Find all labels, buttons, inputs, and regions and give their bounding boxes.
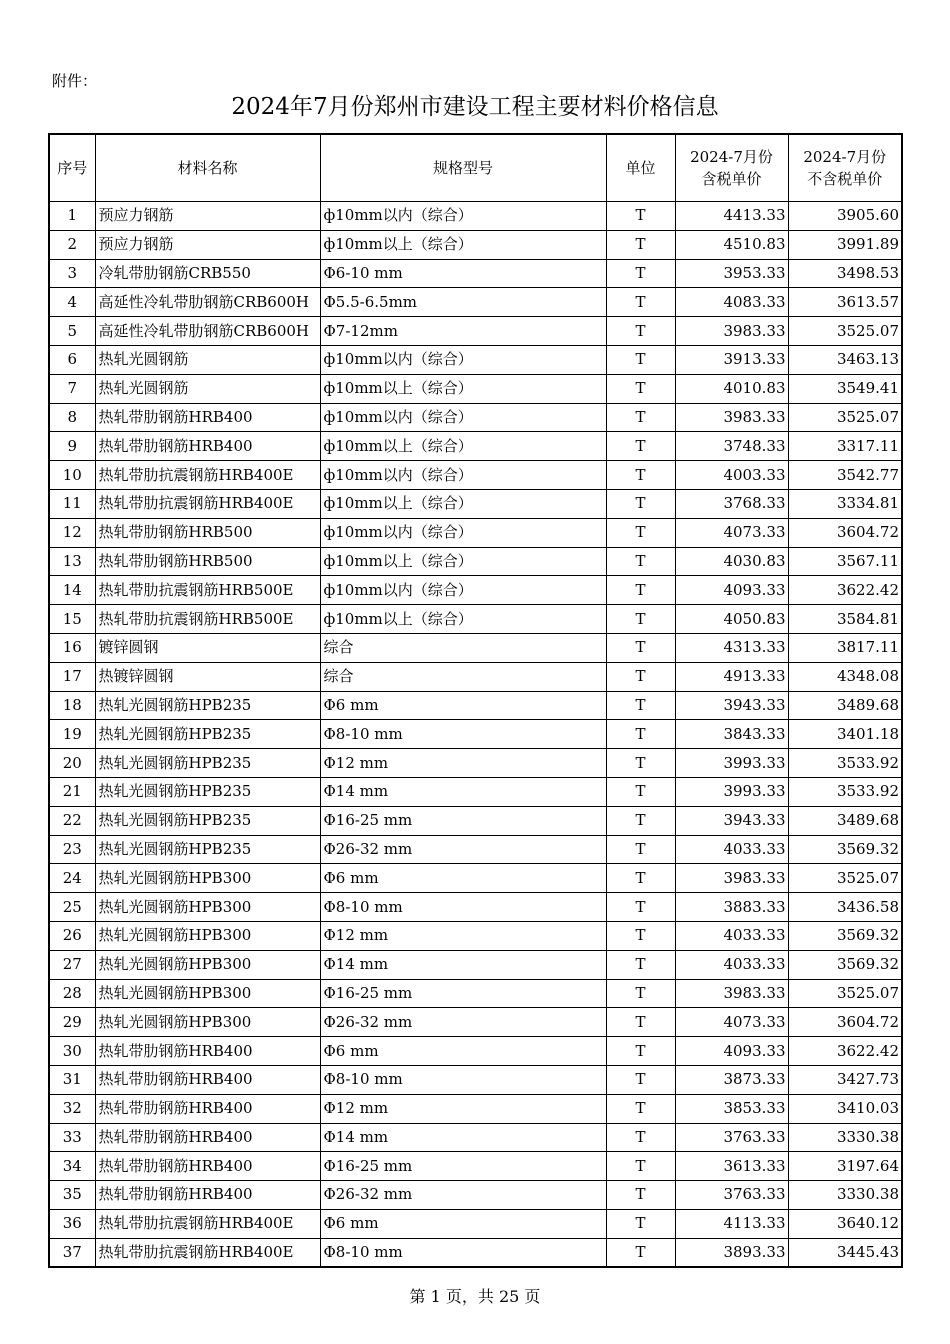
table-row bbox=[49, 230, 902, 259]
cell-material-name: 热轧带肋抗震钢筋HRB400E bbox=[95, 1209, 320, 1238]
table-row bbox=[49, 461, 902, 490]
cell-price-tax: 3943.33 bbox=[675, 806, 788, 835]
cell-spec: Φ16-25 mm bbox=[320, 1152, 606, 1181]
header-no: 序号 bbox=[49, 134, 95, 202]
cell-price-notax: 3542.77 bbox=[788, 461, 902, 490]
cell-spec: Φ12 mm bbox=[320, 921, 606, 950]
table-row bbox=[49, 979, 902, 1008]
header-price-tax-line2: 含税单价 bbox=[701, 170, 762, 188]
cell-material-name: 热轧带肋抗震钢筋HRB400E bbox=[95, 1238, 320, 1267]
cell-no: 18 bbox=[49, 691, 95, 720]
cell-unit: T bbox=[606, 1008, 675, 1037]
table-row bbox=[49, 605, 902, 634]
cell-price-notax: 3330.38 bbox=[788, 1181, 902, 1210]
cell-spec: ф10mm以上（综合） bbox=[320, 432, 606, 461]
page-footer: 第 1 页，共 25 页 bbox=[409, 1287, 541, 1306]
cell-price-tax: 3983.33 bbox=[675, 864, 788, 893]
table-row bbox=[49, 1181, 902, 1210]
cell-price-notax: 3489.68 bbox=[788, 691, 902, 720]
cell-price-tax: 4030.83 bbox=[675, 547, 788, 576]
cell-spec: Φ12 mm bbox=[320, 749, 606, 778]
table-row bbox=[49, 374, 902, 403]
cell-spec: ф10mm以内（综合） bbox=[320, 518, 606, 547]
cell-spec: ф10mm以上（综合） bbox=[320, 489, 606, 518]
cell-material-name: 冷轧带肋钢筋CRB550 bbox=[95, 259, 320, 288]
cell-spec: Φ5.5-6.5mm bbox=[320, 288, 606, 317]
table-row bbox=[49, 1123, 902, 1152]
cell-no: 22 bbox=[49, 806, 95, 835]
cell-spec: Φ8-10 mm bbox=[320, 893, 606, 922]
cell-no: 29 bbox=[49, 1008, 95, 1037]
cell-no: 10 bbox=[49, 461, 95, 490]
cell-material-name: 热轧带肋钢筋HRB500 bbox=[95, 518, 320, 547]
cell-unit: T bbox=[606, 950, 675, 979]
cell-price-notax: 3525.07 bbox=[788, 403, 902, 432]
cell-no: 30 bbox=[49, 1037, 95, 1066]
cell-unit: T bbox=[606, 202, 675, 231]
cell-price-tax: 3843.33 bbox=[675, 720, 788, 749]
cell-price-tax: 3983.33 bbox=[675, 979, 788, 1008]
cell-material-name: 热轧光圆钢筋HPB235 bbox=[95, 720, 320, 749]
cell-price-tax: 4113.33 bbox=[675, 1209, 788, 1238]
table-row bbox=[49, 345, 902, 374]
table-row bbox=[49, 633, 902, 662]
table-row bbox=[49, 489, 902, 518]
cell-no: 16 bbox=[49, 633, 95, 662]
cell-price-notax: 3489.68 bbox=[788, 806, 902, 835]
cell-price-tax: 4033.33 bbox=[675, 835, 788, 864]
cell-spec: ф10mm以上（综合） bbox=[320, 547, 606, 576]
cell-unit: T bbox=[606, 893, 675, 922]
cell-price-notax: 3317.11 bbox=[788, 432, 902, 461]
cell-spec: Φ26-32 mm bbox=[320, 1008, 606, 1037]
cell-unit: T bbox=[606, 489, 675, 518]
cell-price-tax: 3943.33 bbox=[675, 691, 788, 720]
cell-material-name: 热轧光圆钢筋HPB235 bbox=[95, 835, 320, 864]
cell-material-name: 热轧带肋钢筋HRB400 bbox=[95, 403, 320, 432]
cell-price-tax: 3953.33 bbox=[675, 259, 788, 288]
cell-material-name: 热轧带肋抗震钢筋HRB500E bbox=[95, 605, 320, 634]
cell-price-notax: 3334.81 bbox=[788, 489, 902, 518]
table-row bbox=[49, 864, 902, 893]
table-row bbox=[49, 518, 902, 547]
cell-no: 28 bbox=[49, 979, 95, 1008]
cell-unit: T bbox=[606, 749, 675, 778]
cell-price-tax: 4073.33 bbox=[675, 518, 788, 547]
table-row bbox=[49, 1094, 902, 1123]
cell-no: 31 bbox=[49, 1065, 95, 1094]
cell-material-name: 预应力钢筋 bbox=[95, 202, 320, 231]
cell-price-notax: 3401.18 bbox=[788, 720, 902, 749]
table-row bbox=[49, 288, 902, 317]
cell-material-name: 热轧带肋钢筋HRB400 bbox=[95, 1181, 320, 1210]
cell-price-tax: 4510.83 bbox=[675, 230, 788, 259]
cell-price-notax: 3549.41 bbox=[788, 374, 902, 403]
cell-price-tax: 4003.33 bbox=[675, 461, 788, 490]
cell-price-tax: 4413.33 bbox=[675, 202, 788, 231]
cell-spec: 综合 bbox=[320, 633, 606, 662]
table-row bbox=[49, 1152, 902, 1181]
cell-unit: T bbox=[606, 345, 675, 374]
cell-price-tax: 3613.33 bbox=[675, 1152, 788, 1181]
cell-unit: T bbox=[606, 1065, 675, 1094]
header-unit: 单位 bbox=[606, 134, 675, 202]
table-row bbox=[49, 202, 902, 231]
cell-no: 35 bbox=[49, 1181, 95, 1210]
cell-price-notax: 3569.32 bbox=[788, 835, 902, 864]
table-row bbox=[49, 950, 902, 979]
cell-unit: T bbox=[606, 662, 675, 691]
cell-no: 36 bbox=[49, 1209, 95, 1238]
cell-material-name: 热轧光圆钢筋HPB235 bbox=[95, 749, 320, 778]
cell-no: 6 bbox=[49, 345, 95, 374]
cell-no: 33 bbox=[49, 1123, 95, 1152]
table-row bbox=[49, 259, 902, 288]
cell-price-tax: 3883.33 bbox=[675, 893, 788, 922]
cell-price-tax: 4050.83 bbox=[675, 605, 788, 634]
header-price-notax-line2: 不含税单价 bbox=[807, 170, 883, 188]
cell-price-tax: 4073.33 bbox=[675, 1008, 788, 1037]
cell-no: 26 bbox=[49, 921, 95, 950]
cell-no: 34 bbox=[49, 1152, 95, 1181]
cell-price-tax: 3873.33 bbox=[675, 1065, 788, 1094]
cell-unit: T bbox=[606, 547, 675, 576]
cell-material-name: 热轧光圆钢筋 bbox=[95, 345, 320, 374]
cell-price-notax: 3569.32 bbox=[788, 921, 902, 950]
cell-unit: T bbox=[606, 576, 675, 605]
cell-price-tax: 4033.33 bbox=[675, 950, 788, 979]
cell-unit: T bbox=[606, 720, 675, 749]
cell-no: 4 bbox=[49, 288, 95, 317]
table-row bbox=[49, 576, 902, 605]
cell-price-notax: 3567.11 bbox=[788, 547, 902, 576]
cell-price-tax: 3993.33 bbox=[675, 777, 788, 806]
cell-material-name: 热轧光圆钢筋HPB300 bbox=[95, 893, 320, 922]
cell-unit: T bbox=[606, 317, 675, 346]
table-row bbox=[49, 1037, 902, 1066]
cell-spec: ф10mm以内（综合） bbox=[320, 576, 606, 605]
cell-unit: T bbox=[606, 1238, 675, 1267]
table-row bbox=[49, 432, 902, 461]
cell-spec: Φ16-25 mm bbox=[320, 806, 606, 835]
table-row bbox=[49, 1238, 902, 1267]
cell-price-notax: 3640.12 bbox=[788, 1209, 902, 1238]
cell-price-notax: 3436.58 bbox=[788, 893, 902, 922]
cell-material-name: 热轧带肋钢筋HRB400 bbox=[95, 1037, 320, 1066]
cell-unit: T bbox=[606, 403, 675, 432]
cell-material-name: 热轧光圆钢筋HPB300 bbox=[95, 1008, 320, 1037]
cell-price-notax: 3613.57 bbox=[788, 288, 902, 317]
cell-price-tax: 4093.33 bbox=[675, 1037, 788, 1066]
cell-unit: T bbox=[606, 921, 675, 950]
cell-price-notax: 4348.08 bbox=[788, 662, 902, 691]
cell-material-name: 热轧光圆钢筋HPB300 bbox=[95, 979, 320, 1008]
cell-material-name: 热轧带肋钢筋HRB400 bbox=[95, 1123, 320, 1152]
cell-unit: T bbox=[606, 1209, 675, 1238]
page-title: 2024年7月份郑州市建设工程主要材料价格信息 bbox=[231, 94, 719, 120]
cell-no: 20 bbox=[49, 749, 95, 778]
cell-unit: T bbox=[606, 864, 675, 893]
cell-no: 19 bbox=[49, 720, 95, 749]
cell-material-name: 热轧带肋抗震钢筋HRB500E bbox=[95, 576, 320, 605]
cell-price-notax: 3463.13 bbox=[788, 345, 902, 374]
cell-no: 5 bbox=[49, 317, 95, 346]
cell-no: 14 bbox=[49, 576, 95, 605]
cell-unit: T bbox=[606, 1094, 675, 1123]
cell-price-notax: 3584.81 bbox=[788, 605, 902, 634]
cell-no: 27 bbox=[49, 950, 95, 979]
cell-no: 32 bbox=[49, 1094, 95, 1123]
cell-material-name: 热轧光圆钢筋HPB300 bbox=[95, 921, 320, 950]
price-table bbox=[48, 133, 903, 1268]
cell-unit: T bbox=[606, 374, 675, 403]
cell-spec: 综合 bbox=[320, 662, 606, 691]
cell-no: 23 bbox=[49, 835, 95, 864]
cell-material-name: 热轧带肋抗震钢筋HRB400E bbox=[95, 461, 320, 490]
cell-material-name: 高延性冷轧带肋钢筋CRB600H bbox=[95, 288, 320, 317]
cell-price-notax: 3533.92 bbox=[788, 749, 902, 778]
cell-spec: Φ26-32 mm bbox=[320, 835, 606, 864]
cell-spec: Φ8-10 mm bbox=[320, 1238, 606, 1267]
cell-material-name: 热轧光圆钢筋HPB235 bbox=[95, 806, 320, 835]
table-row bbox=[49, 317, 902, 346]
header-price-notax bbox=[788, 134, 902, 202]
cell-spec: Φ6 mm bbox=[320, 691, 606, 720]
table-row bbox=[49, 403, 902, 432]
cell-material-name: 热轧带肋钢筋HRB400 bbox=[95, 1152, 320, 1181]
cell-unit: T bbox=[606, 432, 675, 461]
cell-price-notax: 3410.03 bbox=[788, 1094, 902, 1123]
cell-unit: T bbox=[606, 288, 675, 317]
cell-spec: ф10mm以内（综合） bbox=[320, 403, 606, 432]
cell-price-tax: 4913.33 bbox=[675, 662, 788, 691]
cell-price-notax: 3991.89 bbox=[788, 230, 902, 259]
cell-spec: Φ16-25 mm bbox=[320, 979, 606, 1008]
cell-no: 3 bbox=[49, 259, 95, 288]
cell-spec: ф10mm以上（综合） bbox=[320, 605, 606, 634]
cell-material-name: 热轧带肋钢筋HRB400 bbox=[95, 432, 320, 461]
cell-unit: T bbox=[606, 835, 675, 864]
cell-price-tax: 3913.33 bbox=[675, 345, 788, 374]
cell-unit: T bbox=[606, 259, 675, 288]
cell-price-tax: 3768.33 bbox=[675, 489, 788, 518]
cell-unit: T bbox=[606, 633, 675, 662]
cell-unit: T bbox=[606, 605, 675, 634]
cell-price-notax: 3427.73 bbox=[788, 1065, 902, 1094]
cell-spec: Φ6-10 mm bbox=[320, 259, 606, 288]
cell-spec: Φ8-10 mm bbox=[320, 720, 606, 749]
cell-unit: T bbox=[606, 806, 675, 835]
table-row bbox=[49, 1008, 902, 1037]
cell-unit: T bbox=[606, 518, 675, 547]
cell-spec: Φ6 mm bbox=[320, 1037, 606, 1066]
cell-no: 12 bbox=[49, 518, 95, 547]
cell-material-name: 热轧带肋抗震钢筋HRB400E bbox=[95, 489, 320, 518]
cell-material-name: 高延性冷轧带肋钢筋CRB600H bbox=[95, 317, 320, 346]
cell-spec: Φ26-32 mm bbox=[320, 1181, 606, 1210]
cell-spec: ф10mm以上（综合） bbox=[320, 230, 606, 259]
cell-no: 2 bbox=[49, 230, 95, 259]
cell-spec: Φ14 mm bbox=[320, 1123, 606, 1152]
cell-unit: T bbox=[606, 230, 675, 259]
cell-no: 1 bbox=[49, 202, 95, 231]
cell-material-name: 热轧带肋钢筋HRB400 bbox=[95, 1065, 320, 1094]
cell-material-name: 热轧带肋钢筋HRB400 bbox=[95, 1094, 320, 1123]
cell-spec: ф10mm以上（综合） bbox=[320, 374, 606, 403]
cell-spec: ф10mm以内（综合） bbox=[320, 345, 606, 374]
table-row bbox=[49, 749, 902, 778]
cell-price-tax: 4033.33 bbox=[675, 921, 788, 950]
table-row bbox=[49, 662, 902, 691]
cell-price-tax: 3853.33 bbox=[675, 1094, 788, 1123]
cell-price-tax: 3748.33 bbox=[675, 432, 788, 461]
cell-no: 11 bbox=[49, 489, 95, 518]
table-row bbox=[49, 720, 902, 749]
cell-spec: Φ12 mm bbox=[320, 1094, 606, 1123]
cell-spec: ф10mm以内（综合） bbox=[320, 461, 606, 490]
cell-price-notax: 3622.42 bbox=[788, 1037, 902, 1066]
cell-no: 15 bbox=[49, 605, 95, 634]
cell-price-tax: 4010.83 bbox=[675, 374, 788, 403]
cell-price-notax: 3525.07 bbox=[788, 317, 902, 346]
cell-price-notax: 3445.43 bbox=[788, 1238, 902, 1267]
cell-spec: Φ6 mm bbox=[320, 864, 606, 893]
cell-price-notax: 3533.92 bbox=[788, 777, 902, 806]
cell-price-tax: 4083.33 bbox=[675, 288, 788, 317]
cell-unit: T bbox=[606, 691, 675, 720]
cell-price-notax: 3604.72 bbox=[788, 1008, 902, 1037]
table-row bbox=[49, 1209, 902, 1238]
cell-price-notax: 3905.60 bbox=[788, 202, 902, 231]
cell-material-name: 热轧光圆钢筋 bbox=[95, 374, 320, 403]
cell-no: 25 bbox=[49, 893, 95, 922]
table-row bbox=[49, 835, 902, 864]
table-row bbox=[49, 921, 902, 950]
cell-spec: Φ6 mm bbox=[320, 1209, 606, 1238]
cell-material-name: 热轧光圆钢筋HPB300 bbox=[95, 950, 320, 979]
cell-spec: ф10mm以内（综合） bbox=[320, 202, 606, 231]
cell-material-name: 热镀锌圆钢 bbox=[95, 662, 320, 691]
table-row bbox=[49, 806, 902, 835]
cell-price-notax: 3330.38 bbox=[788, 1123, 902, 1152]
cell-unit: T bbox=[606, 1123, 675, 1152]
header-price-tax bbox=[675, 134, 788, 202]
cell-price-tax: 3763.33 bbox=[675, 1181, 788, 1210]
cell-spec: Φ14 mm bbox=[320, 777, 606, 806]
cell-material-name: 热轧光圆钢筋HPB235 bbox=[95, 777, 320, 806]
table-header-row bbox=[49, 134, 902, 202]
cell-price-tax: 3983.33 bbox=[675, 317, 788, 346]
cell-price-notax: 3525.07 bbox=[788, 979, 902, 1008]
table-row bbox=[49, 1065, 902, 1094]
cell-unit: T bbox=[606, 1037, 675, 1066]
table-row bbox=[49, 893, 902, 922]
cell-no: 7 bbox=[49, 374, 95, 403]
cell-price-notax: 3604.72 bbox=[788, 518, 902, 547]
cell-no: 24 bbox=[49, 864, 95, 893]
cell-price-notax: 3525.07 bbox=[788, 864, 902, 893]
attachment-label: 附件： bbox=[52, 72, 98, 90]
cell-unit: T bbox=[606, 979, 675, 1008]
cell-price-tax: 4093.33 bbox=[675, 576, 788, 605]
cell-material-name: 热轧带肋钢筋HRB500 bbox=[95, 547, 320, 576]
cell-price-tax: 3763.33 bbox=[675, 1123, 788, 1152]
table-row bbox=[49, 547, 902, 576]
cell-price-tax: 4313.33 bbox=[675, 633, 788, 662]
header-price-notax-line1: 2024-7月份 bbox=[803, 148, 887, 166]
cell-spec: Φ8-10 mm bbox=[320, 1065, 606, 1094]
header-price-tax-line1: 2024-7月份 bbox=[690, 148, 773, 166]
cell-material-name: 热轧光圆钢筋HPB300 bbox=[95, 864, 320, 893]
cell-unit: T bbox=[606, 777, 675, 806]
cell-no: 8 bbox=[49, 403, 95, 432]
cell-price-tax: 3993.33 bbox=[675, 749, 788, 778]
cell-no: 13 bbox=[49, 547, 95, 576]
header-spec: 规格型号 bbox=[320, 134, 606, 202]
table-row bbox=[49, 691, 902, 720]
cell-material-name: 镀锌圆钢 bbox=[95, 633, 320, 662]
cell-no: 37 bbox=[49, 1238, 95, 1267]
header-name: 材料名称 bbox=[95, 134, 320, 202]
cell-no: 17 bbox=[49, 662, 95, 691]
cell-price-notax: 3569.32 bbox=[788, 950, 902, 979]
cell-unit: T bbox=[606, 1152, 675, 1181]
cell-price-notax: 3197.64 bbox=[788, 1152, 902, 1181]
cell-no: 21 bbox=[49, 777, 95, 806]
cell-unit: T bbox=[606, 461, 675, 490]
cell-unit: T bbox=[606, 1181, 675, 1210]
cell-spec: Φ7-12mm bbox=[320, 317, 606, 346]
table-row bbox=[49, 777, 902, 806]
cell-price-notax: 3817.11 bbox=[788, 633, 902, 662]
cell-material-name: 预应力钢筋 bbox=[95, 230, 320, 259]
cell-no: 9 bbox=[49, 432, 95, 461]
cell-material-name: 热轧光圆钢筋HPB235 bbox=[95, 691, 320, 720]
cell-price-tax: 3983.33 bbox=[675, 403, 788, 432]
cell-price-tax: 3893.33 bbox=[675, 1238, 788, 1267]
cell-price-notax: 3622.42 bbox=[788, 576, 902, 605]
cell-spec: Φ14 mm bbox=[320, 950, 606, 979]
cell-price-notax: 3498.53 bbox=[788, 259, 902, 288]
